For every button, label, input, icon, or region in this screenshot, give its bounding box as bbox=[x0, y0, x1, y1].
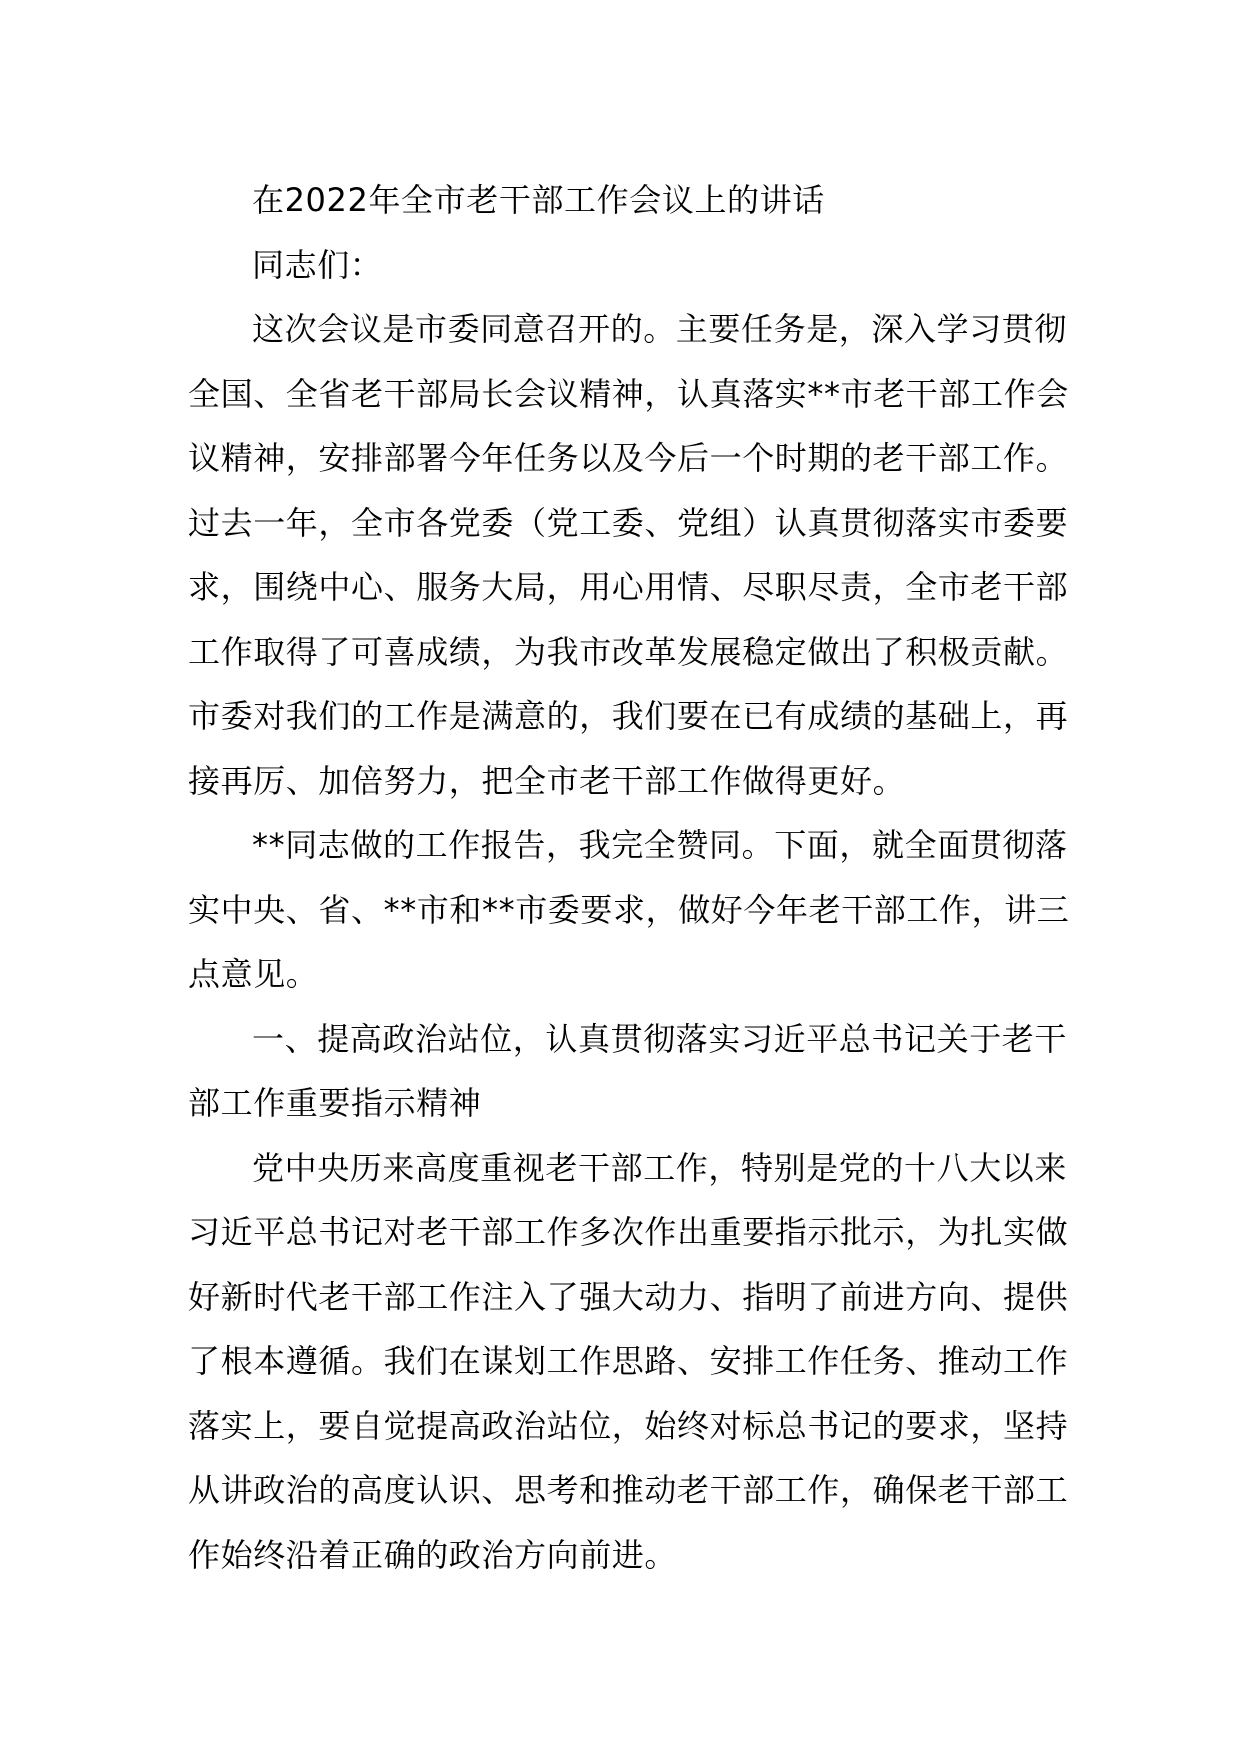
paragraph-line: 全国、全省老干部局长会议精神，认真落实**市老干部工作会 bbox=[188, 374, 1069, 413]
document-body bbox=[188, 168, 1070, 1587]
paragraph-line: 落实上，要自觉提高政治站位，始终对标总书记的要求，坚持 bbox=[188, 1406, 1069, 1445]
paragraph-line: 接再厉、加倍努力，把全市老干部工作做得更好。 bbox=[188, 761, 906, 800]
paragraph-line: 工作取得了可喜成绩，为我市改革发展稳定做出了积极贡献。 bbox=[188, 632, 1069, 671]
document-title: 在2022年全市老干部工作会议上的讲话 bbox=[252, 181, 825, 219]
paragraph-line: 这次会议是市委同意召开的。主要任务是，深入学习贯彻 bbox=[252, 310, 1068, 348]
paragraph-line: 从讲政治的高度认识、思考和推动老干部工作，确保老干部工 bbox=[188, 1471, 1069, 1509]
salutation: 同志们： bbox=[252, 245, 383, 284]
paragraph-line: **同志做的工作报告，我完全赞同。下面，就全面贯彻落 bbox=[252, 826, 1068, 864]
section-heading-line: 部工作重要指示精神 bbox=[188, 1084, 482, 1122]
paragraph-line: 求，围绕中心、服务大局，用心用情、尽职尽责，全市老干部 bbox=[188, 568, 1069, 606]
paragraph-line: 党中央历来高度重视老干部工作，特别是党的十八大以来 bbox=[252, 1148, 1068, 1187]
paragraph-line: 习近平总书记对老干部工作多次作出重要指示批示，为扎实做 bbox=[188, 1213, 1069, 1251]
paragraph-line: 实中央、省、**市和**市委要求，做好今年老干部工作，讲三 bbox=[188, 890, 1070, 929]
paragraph-line: 好新时代老干部工作注入了强大动力、指明了前进方向、提供 bbox=[188, 1277, 1069, 1316]
paragraph-line: 点意见。 bbox=[188, 955, 319, 993]
paragraph-line: 作始终沿着正确的政治方向前进。 bbox=[188, 1535, 678, 1574]
paragraph-line: 过去一年，全市各党委（党工委、党组）认真贯彻落实市委要 bbox=[188, 503, 1069, 542]
paragraph-line: 了根本遵循。我们在谋划工作思路、安排工作任务、推动工作 bbox=[188, 1342, 1069, 1380]
paragraph-line: 议精神，安排部署今年任务以及今后一个时期的老干部工作。 bbox=[188, 439, 1069, 477]
paragraph-line: 市委对我们的工作是满意的，我们要在已有成绩的基础上，再 bbox=[188, 697, 1069, 735]
section-heading-line: 一、提高政治站位，认真贯彻落实习近平总书记关于老干 bbox=[252, 1019, 1068, 1058]
